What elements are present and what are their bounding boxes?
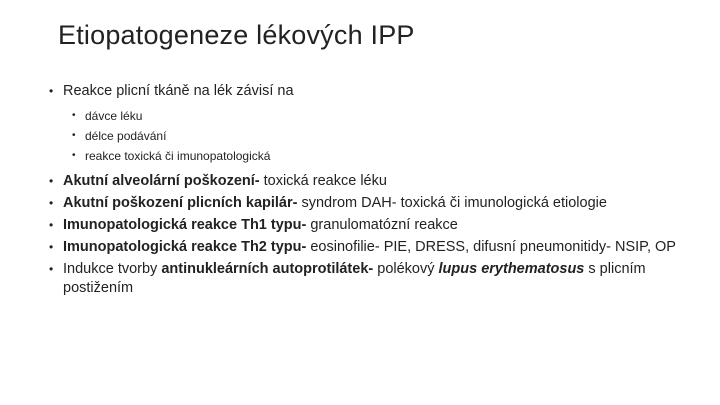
bullet-bold-text: Imunopatologická reakce Th1 typu- [63, 217, 307, 233]
bullet-text: syndrom DAH- toxická či imunologická etiologie [297, 195, 607, 211]
bullet-bold-text: Akutní poškození plicních kapilár- [63, 195, 298, 211]
bullet-item [47, 238, 687, 257]
bullet-icon: • [49, 218, 54, 232]
slide-title: Etiopatogeneze lékových IPP [58, 20, 415, 50]
bullet-text: eosinofilie- PIE, DRESS, difusní pneumonitidy- NSIP, OP [306, 239, 676, 255]
bullet-bold-text: Akutní alveolární poškození- [63, 173, 260, 189]
bullet-text: Indukce tvorby [63, 261, 162, 277]
sub-bullet [71, 146, 687, 166]
bullet-text: s plicním postižením [63, 261, 646, 296]
bullet-bold-text: Imunopatologická reakce Th2 typu- [63, 239, 307, 255]
bullet-item [47, 216, 687, 235]
bullet-text: polékový [373, 261, 439, 277]
bullet-text: Reakce plicní tkáně na lék závisí na [63, 83, 294, 99]
bullet-icon: • [72, 110, 76, 121]
slide-body [47, 82, 687, 303]
bullet-bold-italic-text: lupus erythematosus [438, 261, 585, 277]
bullet-icon: • [49, 174, 54, 188]
bullet-icon: • [72, 150, 76, 161]
sub-bullet-text: dávce léku [85, 109, 143, 123]
bullet-bold-text: antinukleárních autoprotilátek- [161, 261, 374, 277]
sub-bullet [71, 106, 687, 126]
bullet-icon: • [49, 262, 54, 276]
bullet-intro [47, 82, 687, 101]
sub-bullet-list [47, 106, 687, 166]
bullet-icon: • [72, 130, 76, 141]
bullet-icon: • [49, 240, 54, 254]
bullet-icon: • [49, 196, 54, 210]
bullet-item [47, 194, 687, 213]
bullet-icon: • [49, 84, 54, 98]
bullet-item-lupus [47, 260, 687, 298]
sub-bullet [71, 126, 687, 146]
bullet-item [47, 172, 687, 191]
sub-bullet-text: délce podávání [85, 129, 167, 143]
sub-bullet-text: reakce toxická či imunopatologická [85, 149, 271, 163]
bullet-text: granulomatózní reakce [306, 217, 458, 233]
bullet-text: toxická reakce léku [259, 173, 387, 189]
